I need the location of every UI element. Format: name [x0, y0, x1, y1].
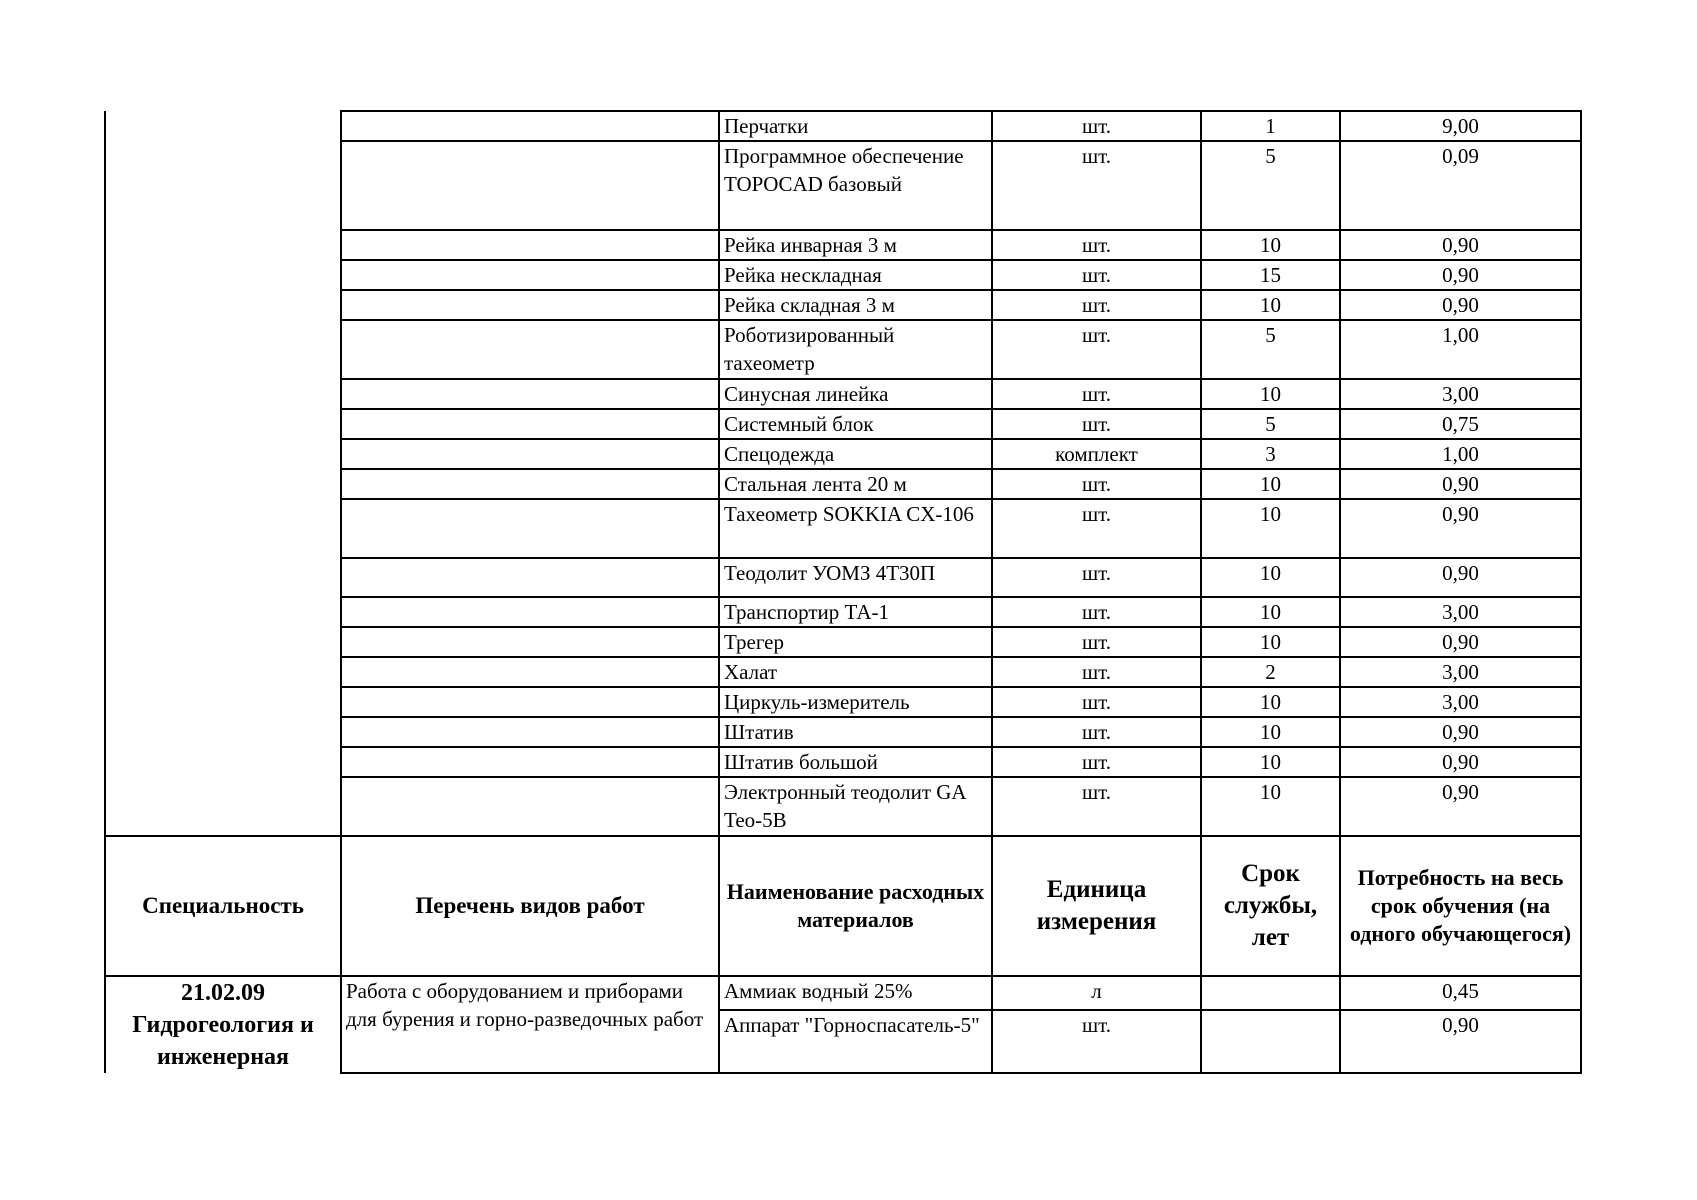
works-cell [341, 260, 719, 290]
header-works: Перечень видов работ [341, 836, 719, 976]
works-cell [341, 439, 719, 469]
table-row [105, 111, 1581, 141]
term-cell: 5 [1201, 141, 1340, 230]
term-cell: 5 [1201, 320, 1340, 379]
term-cell: 10 [1201, 379, 1340, 409]
unit-cell: шт. [992, 657, 1201, 687]
header-material-name: Наименование расходных материалов [719, 836, 992, 976]
term-cell: 10 [1201, 747, 1340, 777]
term-cell [1201, 976, 1340, 1010]
need-cell: 3,00 [1340, 657, 1581, 687]
works-cell [341, 469, 719, 499]
unit-cell: л [992, 976, 1201, 1010]
unit-cell: комплект [992, 439, 1201, 469]
need-cell: 0,75 [1340, 409, 1581, 439]
material-name: Тахеометр SOKKIA CX-106 [719, 499, 992, 558]
unit-cell: шт. [992, 260, 1201, 290]
material-name: Программное обеспечение TOPOCAD базовый [719, 141, 992, 230]
need-cell: 3,00 [1340, 597, 1581, 627]
header-specialty: Специальность [105, 836, 341, 976]
works-cell [341, 597, 719, 627]
works-cell [341, 111, 719, 141]
unit-cell: шт. [992, 558, 1201, 597]
material-name: Штатив [719, 717, 992, 747]
need-cell: 0,90 [1340, 1010, 1581, 1073]
material-name: Перчатки [719, 111, 992, 141]
specialty-cell [105, 976, 341, 1073]
need-cell: 0,90 [1340, 777, 1581, 836]
works-cell [341, 409, 719, 439]
term-cell: 2 [1201, 657, 1340, 687]
unit-cell: шт. [992, 320, 1201, 379]
need-cell: 1,00 [1340, 439, 1581, 469]
term-cell: 10 [1201, 290, 1340, 320]
material-name: Транспортир ТА-1 [719, 597, 992, 627]
specialty-name: Гидрогеология и инженерная [132, 1012, 314, 1070]
term-cell: 10 [1201, 499, 1340, 558]
need-cell: 0,90 [1340, 499, 1581, 558]
header-unit: Единица измерения [992, 836, 1201, 976]
term-cell [1201, 1010, 1340, 1073]
works-cell [341, 141, 719, 230]
material-name: Теодолит УОМЗ 4Т30П [719, 558, 992, 597]
works-cell [341, 290, 719, 320]
unit-cell: шт. [992, 717, 1201, 747]
material-name: Спецодежда [719, 439, 992, 469]
unit-cell: шт. [992, 111, 1201, 141]
works-cell [341, 320, 719, 379]
material-name: Аммиак водный 25% [719, 976, 992, 1010]
term-cell: 10 [1201, 627, 1340, 657]
need-cell: 0,90 [1340, 469, 1581, 499]
need-cell: 0,90 [1340, 230, 1581, 260]
material-name: Роботизированный тахеометр [719, 320, 992, 379]
term-cell: 10 [1201, 469, 1340, 499]
works-cell [341, 558, 719, 597]
table-header-row [105, 836, 1581, 976]
material-name: Системный блок [719, 409, 992, 439]
unit-cell: шт. [992, 469, 1201, 499]
unit-cell: шт. [992, 290, 1201, 320]
term-cell: 5 [1201, 409, 1340, 439]
term-cell: 10 [1201, 230, 1340, 260]
works-cell [341, 777, 719, 836]
material-name: Рейка нескладная [719, 260, 992, 290]
works-cell [341, 627, 719, 657]
works-cell [341, 687, 719, 717]
need-cell: 0,09 [1340, 141, 1581, 230]
works-cell [341, 499, 719, 558]
need-cell: 3,00 [1340, 687, 1581, 717]
term-cell: 10 [1201, 717, 1340, 747]
works-cell: Работа с оборудованием и приборами для бурения и горно-разведочных работ [341, 976, 719, 1073]
specialty-cell-empty [105, 111, 341, 836]
specialty-code: 21.02.09 [181, 980, 265, 1006]
term-cell: 15 [1201, 260, 1340, 290]
need-cell: 0,90 [1340, 290, 1581, 320]
term-cell: 3 [1201, 439, 1340, 469]
unit-cell: шт. [992, 141, 1201, 230]
materials-table [104, 110, 1582, 1074]
term-cell: 10 [1201, 777, 1340, 836]
unit-cell: шт. [992, 379, 1201, 409]
term-cell: 10 [1201, 558, 1340, 597]
need-cell: 0,45 [1340, 976, 1581, 1010]
material-name: Рейка инварная 3 м [719, 230, 992, 260]
unit-cell: шт. [992, 777, 1201, 836]
need-cell: 0,90 [1340, 558, 1581, 597]
works-cell [341, 379, 719, 409]
material-name: Рейка складная 3 м [719, 290, 992, 320]
unit-cell: шт. [992, 230, 1201, 260]
term-cell: 10 [1201, 687, 1340, 717]
unit-cell: шт. [992, 597, 1201, 627]
unit-cell: шт. [992, 747, 1201, 777]
material-name: Стальная лента 20 м [719, 469, 992, 499]
unit-cell: шт. [992, 499, 1201, 558]
need-cell: 3,00 [1340, 379, 1581, 409]
unit-cell: шт. [992, 409, 1201, 439]
need-cell: 1,00 [1340, 320, 1581, 379]
material-name: Халат [719, 657, 992, 687]
need-cell: 0,90 [1340, 747, 1581, 777]
need-cell: 0,90 [1340, 260, 1581, 290]
works-cell [341, 747, 719, 777]
material-name: Синусная линейка [719, 379, 992, 409]
material-name: Трегер [719, 627, 992, 657]
need-cell: 9,00 [1340, 111, 1581, 141]
material-name: Электронный теодолит GA Teo-5B [719, 777, 992, 836]
material-name: Циркуль-измеритель [719, 687, 992, 717]
works-cell [341, 717, 719, 747]
works-cell [341, 657, 719, 687]
header-need: Потребность на весь срок обучения (на одного обучающегося) [1340, 836, 1581, 976]
need-cell: 0,90 [1340, 717, 1581, 747]
unit-cell: шт. [992, 1010, 1201, 1073]
material-name: Штатив большой [719, 747, 992, 777]
need-cell: 0,90 [1340, 627, 1581, 657]
term-cell: 1 [1201, 111, 1340, 141]
unit-cell: шт. [992, 627, 1201, 657]
term-cell: 10 [1201, 597, 1340, 627]
material-name: Аппарат "Горноспасатель-5" [719, 1010, 992, 1073]
header-term: Срок службы, лет [1201, 836, 1340, 976]
table-row [105, 976, 1581, 1010]
works-cell [341, 230, 719, 260]
unit-cell: шт. [992, 687, 1201, 717]
